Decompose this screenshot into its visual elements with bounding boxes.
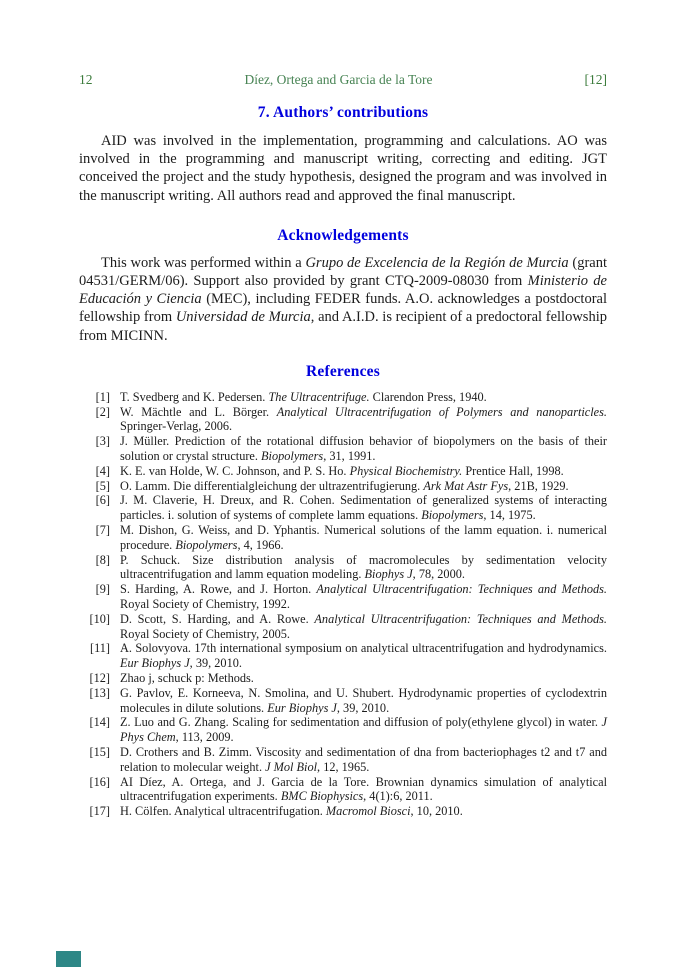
reference-item [81,671,607,686]
reference-text: Zhao j, schuck p: Methods. [120,670,254,685]
reference-label: [1] [95,389,110,404]
citation-tag-link[interactable]: [12] [584,72,607,87]
reference-text: A. Solovyova. 17th international symposium on analytical ultracentrifugation and hydrodynamics. Eur Biophys J, 39, 2010. [120,641,607,671]
reference-label: [13] [89,685,110,700]
page-content [79,0,607,819]
reference-label: [17] [89,804,110,819]
reference-item [81,479,607,494]
references-list [81,390,607,819]
reference-label: [14] [89,715,110,730]
running-header [79,72,607,88]
reference-text: J. M. Claverie, H. Dreux, and R. Cohen. Sedimentation of generalized systems of interacting particles. i. solution of systems of complete lamm equations. Biopolymers, 14, 1975. [120,493,607,523]
contributions-paragraph: AID was involved in the implementation, programming and calculations. AO was involved in the programming and manuscript writing, correcting and editing. JGT conceived the project and the study hypothesis, designed the program and was involved in the manuscript writing. All authors read and approved the final manuscript. [79,133,607,204]
reference-item [81,390,607,405]
reference-item [81,434,607,464]
reference-item [81,641,607,671]
reference-item [81,804,607,819]
reference-item [81,553,607,583]
reference-text: W. Mächtle and L. Börger. Analytical Ultracentrifugation of Polymers and nanoparticles. Springer-Verlag, 2006. [120,404,608,434]
reference-text: AI Díez, A. Ortega, and J. Garcia de la Tore. Brownian dynamics simulation of analytical ultracentrifugation experiments. BMC Biophysics, 4(1):6, 2011. [120,774,607,804]
reference-label: [11] [89,641,110,656]
reference-item [81,612,607,642]
reference-text: T. Svedberg and K. Pedersen. The Ultracentrifuge. Clarendon Press, 1940. [120,389,487,404]
contributions-heading: 7. Authors’ contributions [257,104,429,121]
reference-item [81,775,607,805]
reference-label: [16] [89,774,110,789]
running-title: Díez, Ortega and Garcia de la Tore [244,72,433,87]
reference-item [81,715,607,745]
reference-label: [7] [95,523,110,537]
reference-text: S. Harding, A. Rowe, and J. Horton. Analytical Ultracentrifugation: Techniques and Methods. Royal Society of Chemistry, 1992. [120,582,607,611]
reference-text: D. Scott, S. Harding, and A. Rowe. Analytical Ultracentrifugation: Techniques and Methods. Royal Society of Chemistry, 2005. [120,611,608,641]
acknowledgements-paragraph: This work was performed within a Grupo de Excelencia de la Región de Murcia (grant 04531/GERM/06). Support also provided by grant CTQ-2009-08030 from Ministerio de Educación y Ciencia (MEC), including FEDER funds. A.O. acknowledges a postdoctoral fellowship from Universidad de Murcia, and A.I.D. is recipient of a predoctoral fellowship from MICINN. [79,254,608,344]
reference-item [81,464,607,479]
reference-text: O. Lamm. Die differentialgleichung der ultrazentrifugierung. Ark Mat Astr Fys, 21B, 1929. [120,478,569,493]
reference-item [81,686,607,716]
reference-item [81,582,607,612]
reference-text: D. Crothers and B. Zimm. Viscosity and sedimentation of dna from bacteriophages t2 and t7 and relation to molecular weight. J Mol Biol, 12, 1965. [120,744,607,774]
reference-label: [6] [95,493,110,508]
reference-item [81,405,607,435]
reference-text: M. Dishon, G. Weiss, and D. Yphantis. Numerical solutions of the lamm equation. i. numerical procedure. Biopolymers, 4, 1966. [120,523,607,552]
reference-label: [12] [89,670,110,685]
reference-text: H. Cölfen. Analytical ultracentrifugation. Macromol Biosci, 10, 2010. [120,804,463,819]
page-number: 12 [79,72,93,87]
reference-text: G. Pavlov, E. Korneeva, N. Smolina, and U. Shubert. Hydrodynamic properties of cyclodextrin molecules in dilute solutions. Eur Biophys J, 39, 2010. [120,685,607,715]
reference-item [81,523,607,553]
reference-item [81,745,607,775]
reference-text: Z. Luo and G. Zhang. Scaling for sedimentation and diffusion of poly(ethylene glycol) in water. J Phys Chem, 113, 2009. [120,715,607,745]
reference-text: J. Müller. Prediction of the rotational diffusion behavior of biopolymers on the basis of their solution or crystal structure. Biopolymers, 31, 1991. [120,434,607,464]
reference-text: K. E. van Holde, W. C. Johnson, and P. S. Ho. Physical Biochemistry. Prentice Hall, 1998. [120,463,564,478]
reference-text: P. Schuck. Size distribution analysis of macromolecules by sedimentation velocity ultracentrifugation and lamm equation modeling. Biophys J, 78, 2000. [120,552,607,582]
reference-item [81,493,607,523]
reference-label: [5] [95,478,110,493]
references-heading: References [305,362,380,380]
acknowledgements-heading: Acknowledgements [277,226,409,244]
reference-label: [2] [95,404,110,419]
reference-label: [10] [89,611,110,626]
reference-label: [15] [89,744,110,759]
corner-link-marker [56,951,81,967]
reference-label: [3] [95,434,110,449]
reference-label: [8] [95,552,110,567]
reference-label: [4] [95,463,110,478]
reference-label: [9] [95,582,110,597]
